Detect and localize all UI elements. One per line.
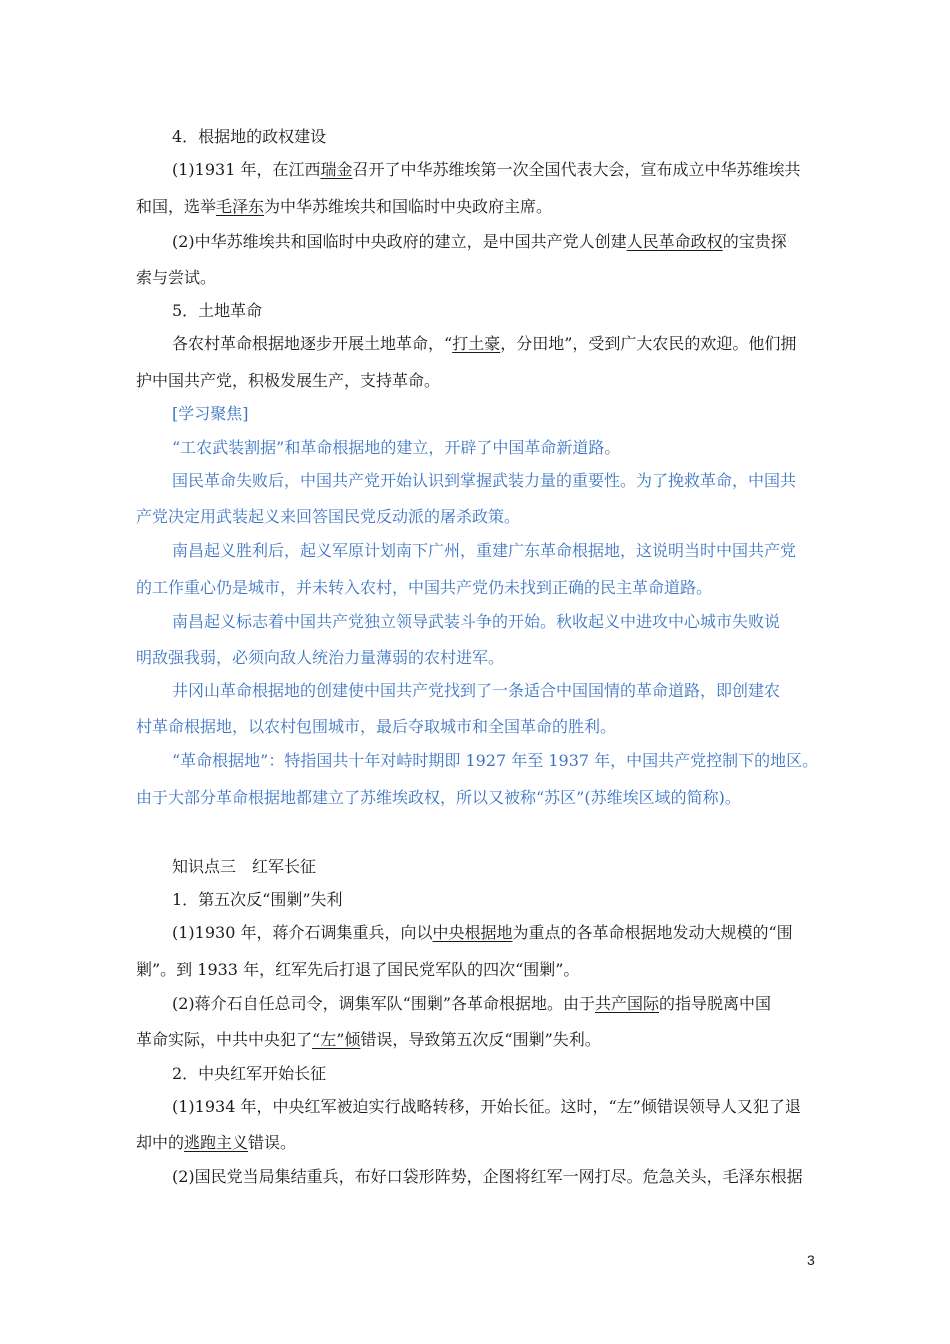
text-line (172, 923, 793, 943)
text-line (172, 232, 787, 252)
text-segment: 剿”。到 1933 年，红军先后打退了国民党军队的四次“围剿”。 (136, 960, 580, 979)
text-line (172, 404, 249, 424)
text-segment: 的指导脱离中国 (659, 994, 772, 1013)
text-line (172, 612, 780, 632)
text-line (172, 1167, 803, 1187)
text-line (172, 857, 316, 877)
text-segment: 为中华苏维埃共和国临时中央政府主席。 (264, 197, 553, 216)
text-segment: 产党决定用武装起义来回答国民党反动派的屠杀政策。 (136, 507, 521, 526)
underlined-term: 中央根据地 (432, 923, 513, 942)
text-segment: 1．第五次反“围剿”失利 (172, 890, 343, 909)
text-segment: [学习聚焦] (172, 404, 249, 423)
text-segment: 却中的 (136, 1133, 185, 1152)
underlined-term: “左”倾 (312, 1030, 361, 1049)
text-segment: 由于大部分革命根据地都建立了苏维埃政权，所以又被称“苏区”(苏维埃区域的简称)。 (136, 788, 741, 807)
text-line (136, 717, 616, 737)
text-segment: 错误。 (248, 1133, 297, 1152)
text-segment: 召开了中华苏维埃第一次全国代表大会，宣布成立中华苏维埃共 (352, 160, 801, 179)
text-line (136, 648, 504, 668)
text-line (136, 788, 741, 808)
text-line (136, 1030, 601, 1050)
text-segment: 的工作重心仍是城市，并未转入农村，中国共产党仍未找到正确的民主革命道路。 (136, 578, 713, 597)
text-segment: 各农村革命根据地逐步开展土地革命，“ (172, 334, 453, 353)
page-number: 3 (807, 1252, 815, 1268)
text-line (136, 578, 712, 598)
underlined-term: 人民革命政权 (626, 232, 723, 251)
text-segment: (1)1930 年，蒋介石调集重兵，向以 (172, 923, 433, 942)
text-line (172, 751, 818, 771)
text-segment: (2)国民党当局集结重兵，布好口袋形阵势，企图将红军一网打尽。危急关头，毛泽东根据 (172, 1167, 803, 1186)
text-segment: 4．根据地的政权建设 (172, 127, 327, 146)
text-segment: 知识点三 红军长征 (172, 857, 317, 876)
text-segment: 国民革命失败后，中国共产党开始认识到掌握武装力量的重要性。为了挽救革命，中国共 (172, 471, 797, 490)
text-segment: 护中国共产党，积极发展生产，支持革命。 (136, 371, 441, 390)
text-segment: 革命实际，中共中央犯了 (136, 1030, 313, 1049)
text-segment: 明敌强我弱，必须向敌人统治力量薄弱的农村进军。 (136, 648, 505, 667)
text-line (136, 960, 579, 980)
text-segment: 和国，选举 (136, 197, 217, 216)
text-line (136, 268, 216, 288)
text-segment: (1)1934 年，中央红军被迫实行战略转移，开始长征。这时，“左”倾错误领导人又犯了退 (172, 1097, 801, 1116)
text-segment: ，分田地”，受到广大农民的欢迎。他们拥 (500, 334, 797, 353)
text-segment: 南昌起义胜利后，起义军原计划南下广州，重建广东革命根据地，这说明当时中国共产党 (172, 541, 797, 560)
text-line (172, 994, 771, 1014)
text-segment: 井冈山革命根据地的创建使中国共产党找到了一条适合中国国情的革命道路，即创建农 (172, 681, 781, 700)
text-line (172, 334, 796, 354)
text-line (172, 160, 801, 180)
text-segment: 2．中央红军开始长征 (172, 1064, 327, 1083)
text-line (172, 301, 262, 321)
text-line (172, 438, 620, 458)
text-line (136, 1133, 296, 1153)
text-line (136, 197, 552, 217)
text-line (172, 471, 796, 491)
text-segment: 索与尝试。 (136, 268, 217, 287)
text-segment: 村革命根据地，以农村包围城市，最后夺取城市和全国革命的胜利。 (136, 717, 617, 736)
text-segment: 的宝贵探 (722, 232, 787, 251)
text-segment: (2)蒋介石自任总司令，调集军队“围剿”各革命根据地。由于 (172, 994, 596, 1013)
underlined-term: 打土豪 (452, 334, 501, 353)
text-line (136, 371, 440, 391)
text-line (136, 507, 520, 527)
text-segment: (1)1931 年，在江西 (172, 160, 321, 179)
underlined-term: 毛泽东 (216, 197, 265, 216)
text-line (172, 1097, 801, 1117)
text-line (172, 1064, 326, 1084)
text-segment: (2)中华苏维埃共和国临时中央政府的建立，是中国共产党人创建 (172, 232, 627, 251)
text-segment: “革命根据地”：特指国共十年对峙时期即 1927 年至 1937 年，中国共产党控制下的地区。 (172, 751, 819, 770)
text-segment: “工农武装割据”和革命根据地的建立，开辟了中国革命新道路。 (172, 438, 621, 457)
text-segment: 5．土地革命 (172, 301, 263, 320)
underlined-term: 瑞金 (320, 160, 353, 179)
underlined-term: 共产国际 (595, 994, 660, 1013)
text-line (172, 127, 326, 147)
text-line (172, 890, 343, 910)
text-line (172, 681, 780, 701)
text-segment: 南昌起义标志着中国共产党独立领导武装斗争的开始。秋收起义中进攻中心城市失败说 (172, 612, 781, 631)
text-line (172, 541, 796, 561)
text-segment: 错误，导致第五次反“围剿”失利。 (360, 1030, 601, 1049)
underlined-term: 逃跑主义 (184, 1133, 249, 1152)
text-segment: 为重点的各革命根据地发动大规模的“围 (512, 923, 793, 942)
